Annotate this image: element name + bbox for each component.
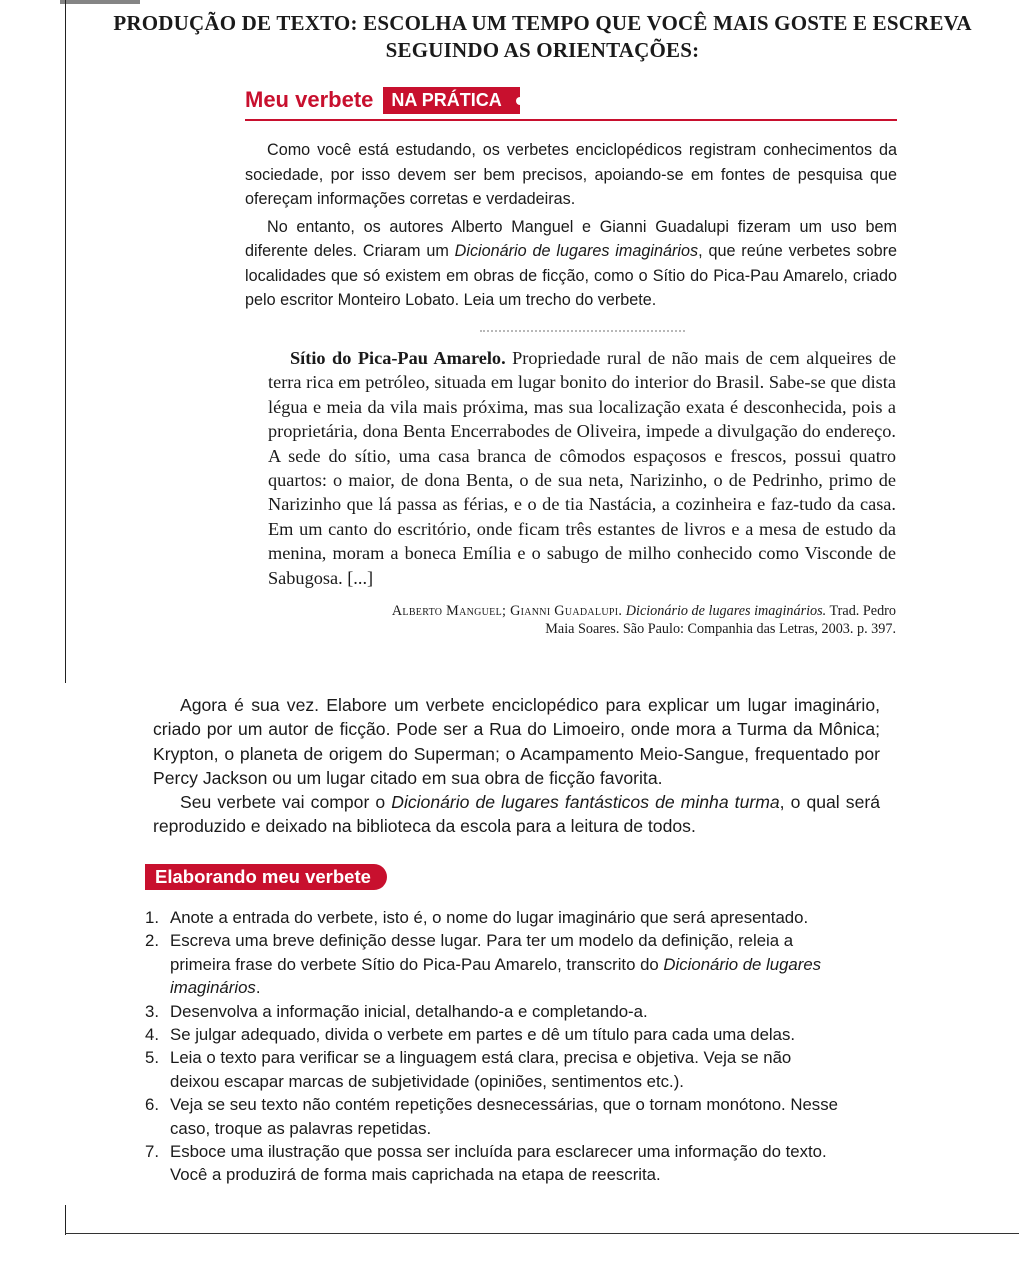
heading-rule bbox=[245, 119, 897, 121]
intro-p2-end: , que reúne verbetes sobre localidades que só existem em obras de ficção, como o Sítio do Pica-Pau Amarelo, criado pelo escritor Monteiro Lobato. Leia um trecho do verbete. bbox=[245, 242, 898, 309]
section-badge-elaborando: Elaborando meu verbete bbox=[145, 864, 387, 890]
source-book: Dicionário de lugares imaginários. bbox=[625, 603, 827, 619]
excerpt-body: Propriedade rural de não mais de cem alqueires de terra rica em petróleo, situada em lugar bonito do interior do Brasil. Sabe-se que dista légua e meia da vila mais próxima, mas sua localização exata é desconhecida, pois a proprietária, dona Benta Encerrabodes de Oliveira, impede a divulgação do endereço. A sede do sítio, uma casa branca de cômodos espaçosos e frescos, possui quatro quartos: o maior, de dona Benta, o de sua neta, Narizinho, o de Pedrinho, primo de Narizinho que lá passa as férias, e o de tia Nastácia, a cozinheira e faz-tudo da casa. Em um canto do escritório, onde ficam três estantes de livros e a mesa de estudo da menina, moram a boneca Emília e o sabugo de milho conhecido como Visconde de Sabugosa. [...] bbox=[268, 348, 896, 588]
intro-paragraph-1: Como você está estudando, os verbetes enciclopédicos registram conhecimentos da sociedade, por isso devem ser bem precisos, apoiando-se em fontes de pesquisa que ofereçam informações corretas e verdadeiras. bbox=[245, 141, 897, 208]
list-item bbox=[145, 929, 841, 999]
task-dictionary-title: Dicionário de lugares fantásticos de minha turma bbox=[391, 792, 780, 813]
list-item bbox=[145, 1046, 841, 1093]
source-authors: Alberto Manguel; Gianni Guadalupi. bbox=[391, 603, 623, 619]
intro-paragraph-2 bbox=[245, 215, 897, 313]
step-text: Desenvolva a informação inicial, detalhando-a e completando-a. bbox=[170, 1001, 648, 1021]
excerpt-source bbox=[268, 602, 896, 638]
left-margin-line-bottom bbox=[65, 1205, 66, 1235]
intro-p2-start: No entanto, os autores Alberto Manguel e Gianni Guadalupi fizeram um uso bem diferente deles. Criaram um bbox=[245, 217, 897, 260]
step-text: Leia o texto para verificar se a linguagem está clara, precisa e objetiva. Veja se não deixou escapar marcas de subjetividade (opiniões, sentimentos etc.). bbox=[170, 1048, 792, 1091]
step-text: Escreva uma breve definição desse lugar. Para ter um modelo da definição, releia a primeira frase do verbete Sítio do Pica-Pau Amarelo, transcrito do bbox=[170, 931, 794, 974]
page-title-line-2: SEGUINDO AS ORIENTAÇÕES: bbox=[385, 38, 700, 62]
step-text: Veja se seu texto não contém repetições desnecessárias, que o tornam monótono. Nesse caso, troque as palavras repetidas. bbox=[170, 1095, 838, 1138]
step-number: 6 . bbox=[145, 1093, 159, 1116]
left-margin-line bbox=[65, 0, 66, 683]
page-title bbox=[66, 10, 1019, 64]
top-cut-edge bbox=[60, 0, 140, 4]
source-line-1-rest: Trad. Pedro bbox=[826, 603, 896, 619]
heading-title: Meu verbete bbox=[245, 87, 374, 112]
step-text: Anote a entrada do verbete, isto é, o nome do lugar imaginário que será apresentado. bbox=[170, 908, 809, 927]
intro-book-title: Dicionário de lugares imaginários bbox=[454, 242, 699, 260]
step-number: 5 . bbox=[145, 1046, 159, 1069]
step-italic: Dicionário de lugares imaginários bbox=[170, 954, 822, 998]
step-number: 1 . bbox=[145, 906, 159, 929]
section-heading-meu-verbete bbox=[245, 84, 520, 116]
excerpt-quote bbox=[268, 346, 896, 590]
heading-badge bbox=[383, 87, 519, 114]
source-line-1 bbox=[268, 602, 896, 620]
list-item bbox=[145, 1000, 841, 1023]
task-p2-start: Seu verbete vai compor o bbox=[180, 792, 392, 813]
task-instructions bbox=[153, 693, 880, 839]
step-text: Se julgar adequado, divida o verbete em partes e dê um título para cada uma delas. bbox=[170, 1025, 796, 1045]
source-line-2: Maia Soares. São Paulo: Companhia das Letras, 2003. p. 397. bbox=[545, 621, 896, 637]
page-title-line-1: PRODUÇÃO DE TEXTO: ESCOLHA UM TEMPO QUE VOCÊ MAIS GOSTE E ESCREVA bbox=[113, 11, 972, 35]
step-number: 4 . bbox=[145, 1023, 159, 1046]
excerpt-entry: Sítio do Pica-Pau Amarelo. bbox=[290, 348, 506, 368]
dotted-divider bbox=[480, 330, 685, 332]
excerpt-paragraph bbox=[268, 346, 896, 590]
step-number: 7 . bbox=[145, 1140, 159, 1163]
intro-text bbox=[245, 138, 897, 316]
list-item bbox=[145, 906, 841, 929]
step-text: Esboce uma ilustração que possa ser incluída para esclarecer uma informação do texto. Você a produzirá de forma mais caprichada na etapa de reescrita. bbox=[170, 1142, 827, 1185]
task-paragraph-2 bbox=[153, 790, 880, 839]
steps-list bbox=[145, 906, 841, 1187]
task-paragraph-1: Agora é sua vez. Elabore um verbete enciclopédico para explicar um lugar imaginário, criado por um autor de ficção. Pode ser a Rua do Limoeiro, onde mora a Turma da Mônica; Krypton, o planeta de origem do Superman; o Acampamento Meio-Sangue, frequentado por Percy Jackson ou um lugar citado em sua obra de ficção favorita. bbox=[153, 695, 880, 788]
list-item bbox=[145, 1140, 841, 1187]
bottom-rule bbox=[65, 1233, 1019, 1234]
badge-dot-icon bbox=[516, 97, 524, 105]
step-number: 2 . bbox=[145, 929, 159, 952]
list-item bbox=[145, 1093, 841, 1140]
task-p2-end: , o qual será reproduzido e deixado na biblioteca da escola para a leitura de todos. bbox=[153, 792, 880, 837]
heading-badge-label: NA PRÁTICA bbox=[391, 89, 502, 110]
step-number: 3 . bbox=[145, 1000, 159, 1023]
step-tail: . bbox=[255, 978, 261, 998]
list-item bbox=[145, 1023, 841, 1046]
